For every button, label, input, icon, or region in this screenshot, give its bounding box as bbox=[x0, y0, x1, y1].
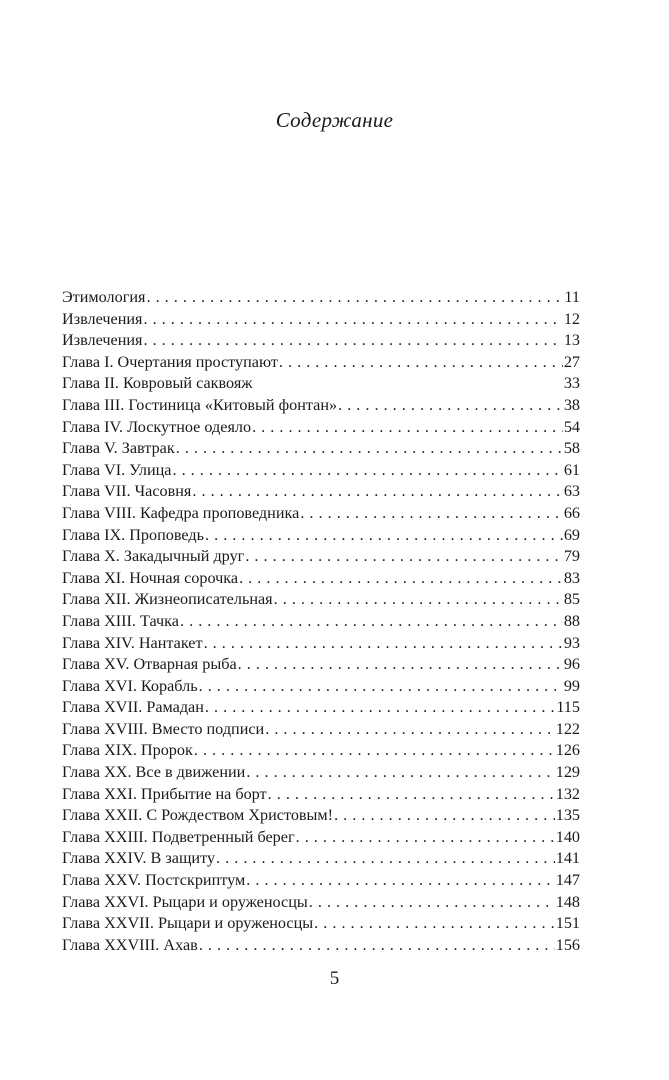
toc-entry-title: Глава XXVII. Рыцари и оруженосцы bbox=[62, 914, 314, 933]
toc-dot-leader bbox=[279, 352, 563, 374]
toc-entry bbox=[62, 460, 580, 482]
toc-entry-page: 85 bbox=[563, 590, 580, 609]
toc-entry-page: 54 bbox=[563, 417, 580, 436]
toc-entry-title: Глава XV. Отварная рыба bbox=[62, 655, 237, 674]
toc-dot-leader bbox=[246, 870, 554, 892]
toc-entry-title: Глава XIV. Нантакет bbox=[62, 633, 203, 652]
toc-entry-title: Глава XX. Все в движении bbox=[62, 763, 246, 782]
toc-entry-title: Глава XVIII. Вместо подписи bbox=[62, 719, 265, 738]
toc-dot-leader bbox=[309, 892, 555, 914]
toc-dot-leader bbox=[176, 438, 563, 460]
toc-entry-title: Глава XXIII. Подветренный берег bbox=[62, 827, 295, 846]
toc-entry-title: Глава VII. Часовня bbox=[62, 482, 192, 501]
toc-entry-page: 132 bbox=[555, 784, 580, 803]
toc-entry-page: 115 bbox=[556, 698, 580, 717]
toc-entry bbox=[62, 805, 580, 827]
toc-entry bbox=[62, 913, 580, 935]
toc-entry bbox=[62, 525, 580, 547]
toc-dot-leader bbox=[252, 417, 563, 439]
toc-entry-title: Глава XXII. С Рождеством Христовым! bbox=[62, 806, 334, 825]
toc-entry-title: Глава XXI. Прибытие на борт bbox=[62, 784, 267, 803]
toc-entry-page: 126 bbox=[555, 741, 580, 760]
toc-entry bbox=[62, 740, 580, 762]
page-title: Содержание bbox=[275, 108, 394, 132]
toc-dot-leader bbox=[192, 481, 562, 503]
toc-entry-page: 63 bbox=[563, 482, 580, 501]
toc-entry bbox=[62, 287, 580, 309]
toc-dot-leader bbox=[199, 676, 563, 698]
toc-entry bbox=[62, 633, 580, 655]
toc-dot-leader bbox=[239, 568, 563, 590]
toc-entry bbox=[62, 697, 580, 719]
toc-entry bbox=[62, 870, 580, 892]
toc-entry-page: 129 bbox=[555, 763, 580, 782]
toc-entry-title: Глава III. Гостиница «Китовый фонтан» bbox=[62, 395, 338, 414]
toc-entry-title: Извлечения bbox=[62, 331, 143, 350]
toc-dot-leader bbox=[268, 784, 555, 806]
toc-entry bbox=[62, 568, 580, 590]
toc-dot-leader bbox=[300, 503, 563, 525]
toc-entry bbox=[62, 309, 580, 331]
toc-entry bbox=[62, 417, 580, 439]
toc-entry bbox=[62, 503, 580, 525]
toc-entry-page: 58 bbox=[563, 439, 580, 458]
toc-entry-title: Извлечения bbox=[62, 309, 143, 328]
toc-dot-leader bbox=[274, 589, 563, 611]
toc-entry-page: 135 bbox=[555, 806, 580, 825]
toc-dot-leader bbox=[199, 935, 555, 957]
toc-entry-page: 27 bbox=[563, 352, 580, 371]
toc-dot-leader bbox=[334, 805, 555, 827]
toc-entry bbox=[62, 654, 580, 676]
toc-entry bbox=[62, 611, 580, 633]
toc-entry-title: Глава IX. Проповедь bbox=[62, 525, 205, 544]
toc-entry-page: 66 bbox=[563, 503, 580, 522]
toc-dot-leader bbox=[238, 654, 563, 676]
toc-dot-leader bbox=[194, 740, 555, 762]
toc-entry-page: 99 bbox=[563, 676, 580, 695]
toc-entry bbox=[62, 935, 580, 957]
toc-dot-leader bbox=[143, 330, 562, 352]
toc-dot-leader bbox=[205, 525, 563, 547]
toc-entry-title: Этимология bbox=[62, 288, 146, 306]
toc-entry-page: 140 bbox=[555, 827, 580, 846]
toc-entry bbox=[62, 438, 580, 460]
toc-entry-title: Глава VI. Улица bbox=[62, 460, 172, 479]
toc-entry-page: 61 bbox=[563, 460, 580, 479]
toc-dot-leader bbox=[172, 460, 562, 482]
toc-entry bbox=[62, 762, 580, 784]
toc-entry bbox=[62, 395, 580, 417]
toc-entry-page: 38 bbox=[563, 395, 580, 414]
toc-dot-leader bbox=[265, 719, 554, 741]
toc-entry bbox=[62, 481, 580, 503]
toc-entry-page: 141 bbox=[555, 849, 580, 868]
toc-entry bbox=[62, 848, 580, 870]
toc-entry-page: 33 bbox=[563, 374, 580, 393]
toc-entry-page: 69 bbox=[563, 525, 580, 544]
toc-entry-title: Глава XXVI. Рыцари и оруженосцы bbox=[62, 892, 308, 911]
toc-entry-page: 122 bbox=[555, 719, 580, 738]
toc-entry-title: Глава XXV. Постскриптум bbox=[62, 871, 246, 890]
toc-dot-leader bbox=[180, 611, 563, 633]
toc-dot-leader bbox=[245, 546, 563, 568]
toc-entry-page: 88 bbox=[563, 611, 580, 630]
toc-entry-title: Глава XII. Жизнеописательная bbox=[62, 590, 273, 609]
toc-entry bbox=[62, 784, 580, 806]
toc-entry-page: 13 bbox=[563, 331, 580, 350]
table-of-contents bbox=[62, 287, 580, 956]
toc-entry-page: 148 bbox=[555, 892, 580, 911]
toc-dot-leader bbox=[146, 287, 563, 309]
toc-entry-page: 93 bbox=[563, 633, 580, 652]
toc-dot-leader bbox=[204, 633, 563, 655]
toc-entry bbox=[62, 330, 580, 352]
toc-entry-title: Глава XIII. Тачка bbox=[62, 611, 179, 630]
toc-entry-page: 151 bbox=[555, 914, 580, 933]
toc-entry bbox=[62, 352, 580, 374]
toc-entry-title: Глава IV. Лоскутное одеяло bbox=[62, 417, 252, 436]
toc-dot-leader bbox=[296, 827, 555, 849]
toc-entry bbox=[62, 892, 580, 914]
toc-entry-page: 79 bbox=[563, 547, 580, 566]
toc-entry-title: Глава XXIV. В защиту bbox=[62, 849, 216, 868]
toc-entry-page: 147 bbox=[555, 871, 580, 890]
toc-entry-page: 156 bbox=[555, 935, 580, 954]
toc-entry-title: Глава XVI. Корабль bbox=[62, 676, 198, 695]
toc-dot-leader bbox=[205, 697, 555, 719]
toc-entry bbox=[62, 676, 580, 698]
toc-entry-title: Глава XVII. Рамадан bbox=[62, 698, 204, 717]
toc-dot-leader bbox=[314, 913, 555, 935]
toc-entry-title: Глава XXVIII. Ахав bbox=[62, 935, 198, 954]
toc-dot-leader bbox=[143, 309, 562, 331]
toc-entry bbox=[62, 546, 580, 568]
toc-entry-title: Глава II. Ковровый саквояж bbox=[62, 374, 253, 393]
toc-entry-page: 96 bbox=[563, 655, 580, 674]
toc-entry bbox=[62, 373, 580, 395]
toc-entry bbox=[62, 827, 580, 849]
toc-entry bbox=[62, 719, 580, 741]
toc-dot-leader bbox=[216, 848, 555, 870]
toc-entry-title: Глава XIX. Пророк bbox=[62, 741, 193, 760]
toc-entry-title: Глава V. Завтрак bbox=[62, 439, 175, 458]
toc-entry-title: Глава XI. Ночная сорочка bbox=[62, 568, 239, 587]
toc-dot-leader bbox=[246, 762, 554, 784]
toc-entry bbox=[62, 589, 580, 611]
toc-entry-page: 12 bbox=[563, 309, 580, 328]
toc-entry-page: 11 bbox=[564, 288, 580, 306]
page-number: 5 bbox=[329, 968, 340, 989]
toc-entry-title: Глава VIII. Кафедра проповедника bbox=[62, 503, 300, 522]
toc-entry-title: Глава I. Очертания проступают bbox=[62, 352, 278, 371]
toc-entry-title: Глава X. Закадычный друг bbox=[62, 547, 245, 566]
toc-entry-page: 83 bbox=[563, 568, 580, 587]
toc-dot-leader bbox=[338, 395, 563, 417]
